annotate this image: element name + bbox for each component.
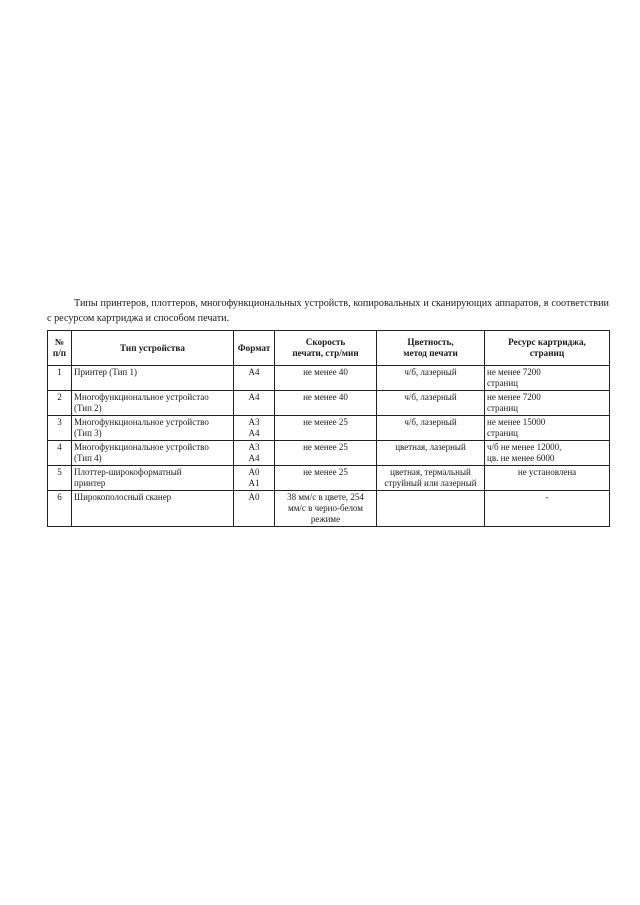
- row-resource-line: ч/б не менее 12000,: [487, 442, 562, 452]
- row-speed: [275, 441, 377, 466]
- row-format-line: А0: [248, 492, 260, 502]
- row-color-method: [377, 391, 485, 416]
- row-resource-line: страниц: [487, 378, 518, 388]
- row-device-type-line: Принтер (Тип 1): [74, 367, 137, 377]
- row-device-type: [72, 391, 234, 416]
- row-device-type-line: (Тип 2): [74, 403, 102, 413]
- row-number: 6: [48, 491, 72, 527]
- row-color-method-line: цветная, лазерный: [395, 442, 466, 452]
- row-resource: [485, 441, 610, 466]
- header-number-line1: №: [54, 337, 65, 347]
- row-device-type-line: Многофункциональное устройстао: [74, 392, 209, 402]
- row-speed: [275, 491, 377, 527]
- header-color-line1: Цветность,: [407, 337, 454, 347]
- row-speed-line: 38 мм/с в цвете, 254: [287, 492, 364, 502]
- row-format: [234, 391, 275, 416]
- row-number: 1: [48, 366, 72, 391]
- device-types-table: [47, 330, 610, 527]
- table-row: [48, 391, 610, 416]
- intro-paragraph: Типы принтеров, плоттеров, многофункциональных устройств, копировальных и сканирующих аппаратов, в соответствии с ресурсом картриджа и способом печати.: [47, 298, 609, 324]
- header-color: [377, 331, 485, 366]
- row-format-line: А4: [248, 367, 260, 377]
- table-header-row: [48, 331, 610, 366]
- row-format: [234, 416, 275, 441]
- header-device-type: Тип устройства: [72, 331, 234, 366]
- row-speed: [275, 366, 377, 391]
- row-speed-line: не менее 25: [303, 442, 348, 452]
- row-resource-line: не менее 7200: [487, 392, 541, 402]
- row-resource-line: не менее 15000: [487, 417, 546, 427]
- row-device-type-line: (Тип 4): [74, 453, 102, 463]
- row-device-type: [72, 441, 234, 466]
- row-color-method: [377, 366, 485, 391]
- row-format: [234, 366, 275, 391]
- header-format: Формат: [234, 331, 275, 366]
- table-row: [48, 441, 610, 466]
- row-speed-line: режиме: [310, 514, 341, 524]
- row-resource-line: не менее 7200: [487, 367, 541, 377]
- row-resource-line: -: [545, 492, 549, 502]
- row-color-method: [377, 416, 485, 441]
- row-color-method-line: ч/б, лазерный: [404, 367, 457, 377]
- row-format: [234, 441, 275, 466]
- row-number: 5: [48, 466, 72, 491]
- row-format-line: А4: [248, 392, 260, 402]
- row-format-line: А1: [248, 478, 260, 488]
- header-resource-line2: страниц: [529, 348, 565, 358]
- row-color-method: [377, 491, 485, 527]
- row-number: 4: [48, 441, 72, 466]
- table-row: [48, 416, 610, 441]
- row-resource-line: цв. не менее 6000: [487, 453, 555, 463]
- row-format-line: А3: [248, 417, 260, 427]
- row-format-line: А4: [248, 428, 260, 438]
- table-row: [48, 466, 610, 491]
- row-format-line: А3: [248, 442, 260, 452]
- row-speed-line: не менее 40: [303, 392, 348, 402]
- row-speed-line: не менее 25: [303, 417, 348, 427]
- row-resource-line: не установлена: [517, 467, 577, 477]
- row-number: 2: [48, 391, 72, 416]
- row-device-type: [72, 491, 234, 527]
- row-color-method-line: цветная, термальный: [390, 467, 471, 477]
- row-speed: [275, 416, 377, 441]
- row-speed-line: не менее 25: [303, 467, 348, 477]
- row-color-method-line: струйный или лазерный: [384, 478, 477, 488]
- row-speed-line: не менее 40: [303, 367, 348, 377]
- row-device-type-line: принтер: [74, 478, 106, 488]
- table-row: [48, 366, 610, 391]
- row-color-method-line: ч/б, лазерный: [404, 417, 457, 427]
- row-format-line: А0: [248, 467, 260, 477]
- header-number-line2: п/п: [52, 348, 67, 358]
- table-row: [48, 491, 610, 527]
- row-device-type-line: (Тип 3): [74, 428, 102, 438]
- row-device-type-line: Многофункциональное устройство: [74, 442, 209, 452]
- table-body: [48, 366, 610, 527]
- header-resource: [485, 331, 610, 366]
- header-speed-line2: печати, стр/мин: [292, 348, 359, 358]
- row-format-line: А4: [248, 453, 260, 463]
- row-color-method-line: ч/б, лазерный: [404, 392, 457, 402]
- row-color-method: [377, 441, 485, 466]
- row-resource: [485, 466, 610, 491]
- row-speed-line: мм/с в черно-белом: [288, 503, 363, 513]
- row-color-method: [377, 466, 485, 491]
- row-resource: [485, 416, 610, 441]
- row-speed: [275, 466, 377, 491]
- row-device-type-line: Широкополосный сканер: [74, 492, 172, 502]
- row-resource-line: страниц: [487, 428, 518, 438]
- row-format: [234, 491, 275, 527]
- row-resource: [485, 366, 610, 391]
- row-device-type: [72, 466, 234, 491]
- row-device-type-line: Многофункциональное устройство: [74, 417, 209, 427]
- row-resource: [485, 491, 610, 527]
- row-resource-line: страниц: [487, 403, 518, 413]
- header-resource-line1: Ресурс картриджа,: [508, 337, 586, 347]
- row-device-type-line: Плоттер-широкоформатный: [74, 467, 182, 477]
- row-resource: [485, 391, 610, 416]
- header-speed-line1: Скорость: [305, 337, 346, 347]
- header-speed: [275, 331, 377, 366]
- row-device-type: [72, 366, 234, 391]
- header-color-line2: метод печати: [403, 348, 458, 358]
- header-number: [48, 331, 72, 366]
- row-format: [234, 466, 275, 491]
- row-device-type: [72, 416, 234, 441]
- row-speed: [275, 391, 377, 416]
- row-number: 3: [48, 416, 72, 441]
